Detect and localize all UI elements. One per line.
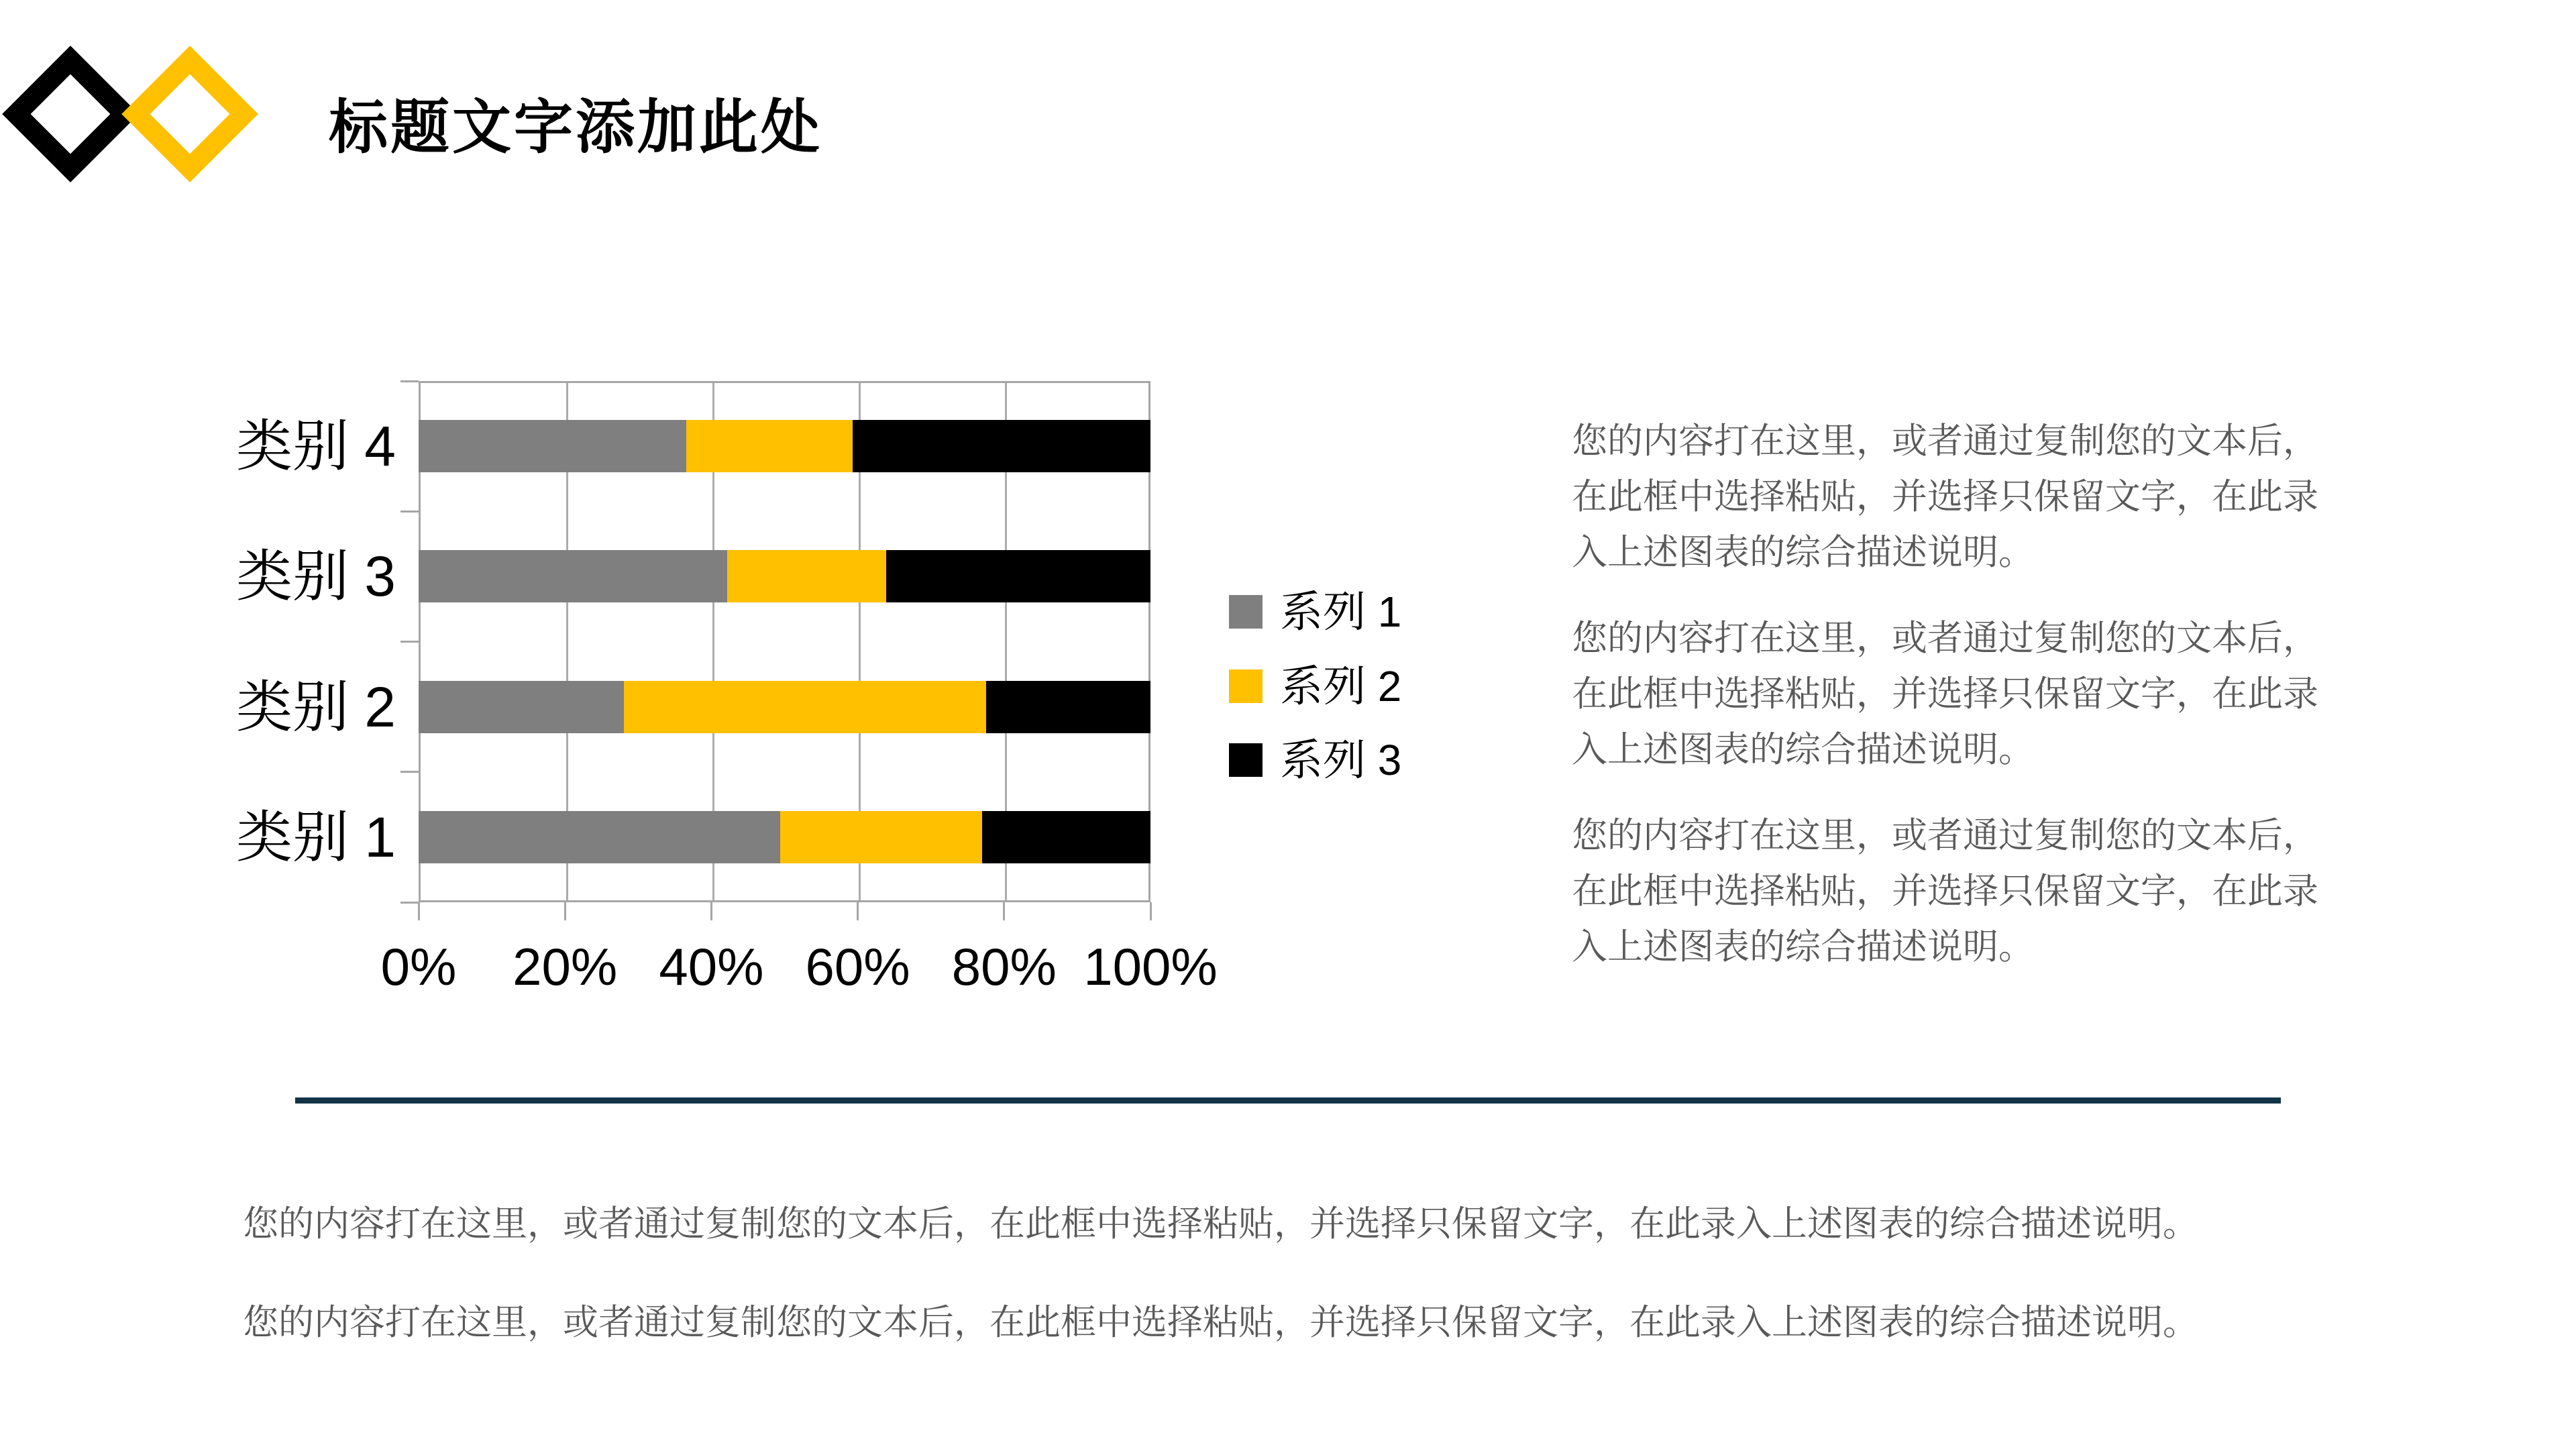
x-axis-tick [1150, 902, 1152, 920]
x-axis-tick [1003, 902, 1005, 920]
x-axis-tick-label: 60% [805, 937, 910, 996]
x-axis-tick-label: 80% [951, 937, 1057, 996]
page-title: 标题文字添加此处 [329, 94, 823, 160]
bar-segment [686, 420, 853, 472]
paragraph-line: 入上述图表的综合描述说明。 [1572, 730, 2034, 769]
category-label: 类别 3 [235, 545, 396, 608]
paragraph-line: 入上述图表的综合描述说明。 [1572, 533, 2034, 572]
y-axis-tick [400, 380, 419, 382]
yellow-diamond-icon [121, 46, 258, 182]
bar-segment [986, 681, 1150, 733]
bottom-paragraph: 您的内容打在这里，或者通过复制您的文本后，在此框中选择粘贴，并选择只保留文字，在此录入上述图表的综合描述说明。 [243, 1204, 2198, 1244]
paragraph-line: 您的内容打在这里，或者通过复制您的文本后， [1572, 816, 2318, 855]
x-axis-tick-label: 40% [659, 937, 764, 996]
bar-row [419, 811, 1150, 863]
bar-row [419, 681, 1150, 733]
category-label: 类别 1 [235, 805, 396, 869]
paragraph-line: 在此框中选择粘贴，并选择只保留文字，在此录 [1572, 477, 2318, 517]
x-axis-tick [564, 902, 566, 920]
legend-swatch [1229, 595, 1263, 629]
bar-segment [419, 550, 727, 602]
paragraph-line: 在此框中选择粘贴，并选择只保留文字，在此录 [1572, 674, 2318, 714]
gridline [712, 383, 714, 900]
divider-line [295, 1097, 2281, 1104]
description-paragraph [1572, 413, 2377, 580]
y-axis-tick [400, 641, 419, 643]
legend-label: 系列 1 [1280, 588, 1402, 636]
paragraph-line: 您的内容打在这里，或者通过复制您的文本后， [1572, 619, 2318, 658]
category-label: 类别 2 [235, 675, 396, 739]
bar-segment [419, 681, 624, 733]
y-axis-tick [400, 771, 419, 773]
legend-swatch [1229, 743, 1263, 777]
paragraph-line: 入上述图表的综合描述说明。 [1572, 927, 2034, 967]
legend-label: 系列 2 [1280, 661, 1402, 710]
bar-segment [727, 550, 886, 602]
chart-plot-area [419, 381, 1150, 902]
x-axis-tick-label: 20% [513, 937, 618, 996]
description-paragraph [1572, 808, 2377, 975]
x-axis-tick [418, 902, 420, 920]
bar-segment [780, 811, 982, 863]
paragraph-line: 您的内容打在这里，或者通过复制您的文本后， [1572, 421, 2318, 461]
x-axis-tick-label: 0% [380, 937, 457, 996]
paragraph-line: 在此框中选择粘贴，并选择只保留文字，在此录 [1572, 871, 2318, 911]
gridline [1005, 383, 1007, 900]
bar-row [419, 550, 1150, 602]
x-axis-tick-label: 100% [1083, 937, 1218, 996]
bar-segment [982, 811, 1150, 863]
gridline [859, 383, 861, 900]
legend-swatch [1229, 669, 1263, 703]
bottom-paragraph: 您的内容打在这里，或者通过复制您的文本后，在此框中选择粘贴，并选择只保留文字，在此录入上述图表的综合描述说明。 [243, 1303, 2198, 1342]
bar-segment [853, 420, 1150, 472]
category-label: 类别 4 [235, 415, 396, 478]
y-axis-tick [400, 902, 419, 904]
bar-segment [886, 550, 1150, 602]
gridline [566, 383, 568, 900]
y-axis-tick [400, 511, 419, 513]
bar-row [419, 420, 1150, 472]
x-axis-tick [710, 902, 712, 920]
legend-label: 系列 3 [1280, 736, 1402, 784]
bar-segment [419, 420, 686, 472]
description-paragraph [1572, 610, 2377, 777]
x-axis-tick [857, 902, 859, 920]
bar-segment [419, 811, 780, 863]
black-diamond-icon [2, 46, 139, 182]
bar-segment [624, 681, 985, 733]
